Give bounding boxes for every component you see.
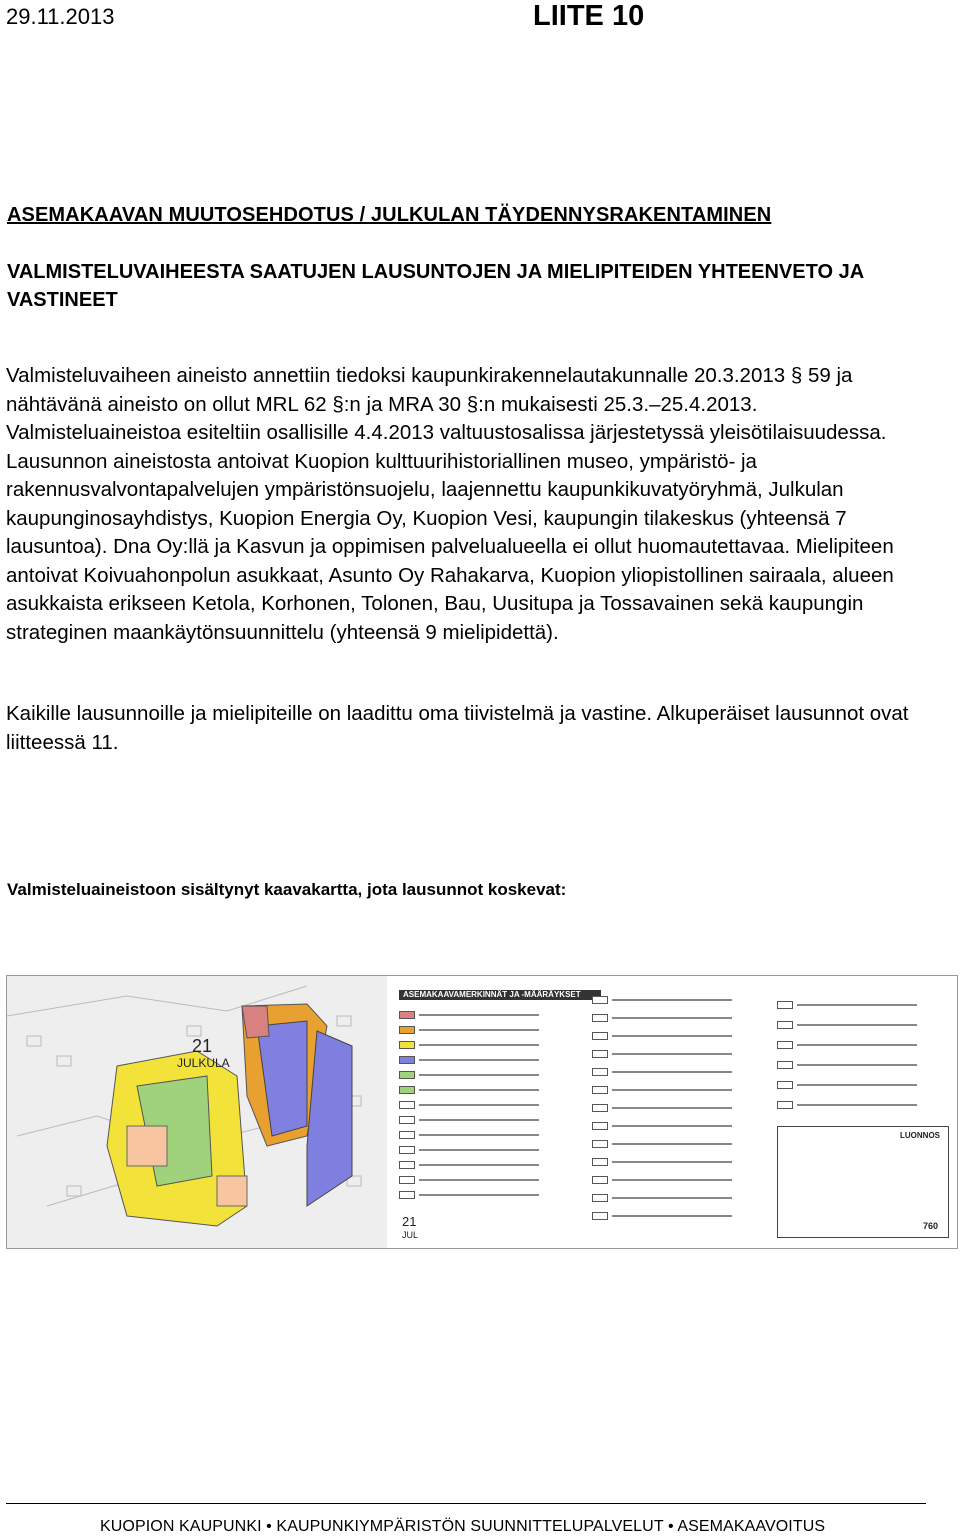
title-block-status: LUONNOS <box>900 1131 940 1140</box>
document-subtitle: VALMISTELUVAIHEESTA SAATUJEN LAUSUNTOJEN JA MIELIPITEIDEN YHTEENVETO JA VASTINEET <box>7 261 864 311</box>
document-title: ASEMAKAAVAN MUUTOSEHDOTUS / JULKULAN TÄYDENNYSRAKENTAMINEN <box>7 204 772 226</box>
district-name-label: JULKULA <box>177 1056 230 1070</box>
summary-paragraph: Kaikille lausunnoille ja mielipiteille on laadittu oma tiivistelmä ja vastine. Alkuperäiset lausunnot ovat liitteessä 11. <box>6 702 909 754</box>
corner-district-number: 21 <box>402 1214 417 1229</box>
red-zone <box>242 1006 269 1038</box>
legend-title: ASEMAKAAVAMERKINNÄT JA -MÄÄRÄYKSET <box>399 990 601 1000</box>
title-block-sheet-number: 760 <box>922 1221 938 1231</box>
map-caption: Valmisteluaineistoon sisältynyt kaavakartta, jota lausunnot koskevat: <box>7 880 567 899</box>
appendix-label: LIITE 10 <box>533 0 645 32</box>
intro-paragraph: Valmisteluvaiheen aineisto annettiin tiedoksi kaupunkirakennelautakunnalle 20.3.2013 § 59 ja nähtävänä aineisto on ollut MRL 62 §:n ja MRA 30 §:n mukaisesti 25.3.–25.4.2013. Valmisteluaineistoa esiteltiin osallisille 4.4.2013 valtuustosalissa järjestetyssä yleisötilaisuudessa. Lausunnon aineistosta antoivat Kuopion kulttuurihistoriallinen museo, ympäristö- ja rakennusvalvontapalvelujen ympäristönsuojelu, laajennettu kaupunkikuvatyöryhmä, Julkulan kaupunginosayhdistys, Kuopion Energia Oy, Kuopion Vesi, kaupungin tilakeskus (yhteensä 7 lausuntoa). Dna Oy:llä ja Kasvun ja oppimisen palvelualueella ei ollut huomautettavaa. Mielipiteen antoivat Koivuahonpolun asukkaat, Asunto Oy Rahakarva, Kuopion yliopistollinen sairaala, alueen asukkaista erikseen Ketola, Korhonen, Tolonen, Bau, Uusitupa ja Tossavainen sekä kaupungin strateginen maankäytönsuunnittelu (yhteensä 9 mielipidettä). <box>6 364 894 644</box>
corner-district-abbr: JUL <box>402 1230 419 1240</box>
page-footer: KUOPION KAUPUNKI • KAUPUNKIYMPÄRISTÖN SUUNNITTELUPALVELUT • ASEMAKAAVOITUS <box>100 1518 826 1535</box>
zoning-map-image <box>6 975 958 1249</box>
footer-divider <box>6 1503 926 1504</box>
page-date: 29.11.2013 <box>6 4 115 29</box>
map-title-block <box>777 1126 949 1238</box>
district-number-label: 21 <box>192 1036 213 1056</box>
